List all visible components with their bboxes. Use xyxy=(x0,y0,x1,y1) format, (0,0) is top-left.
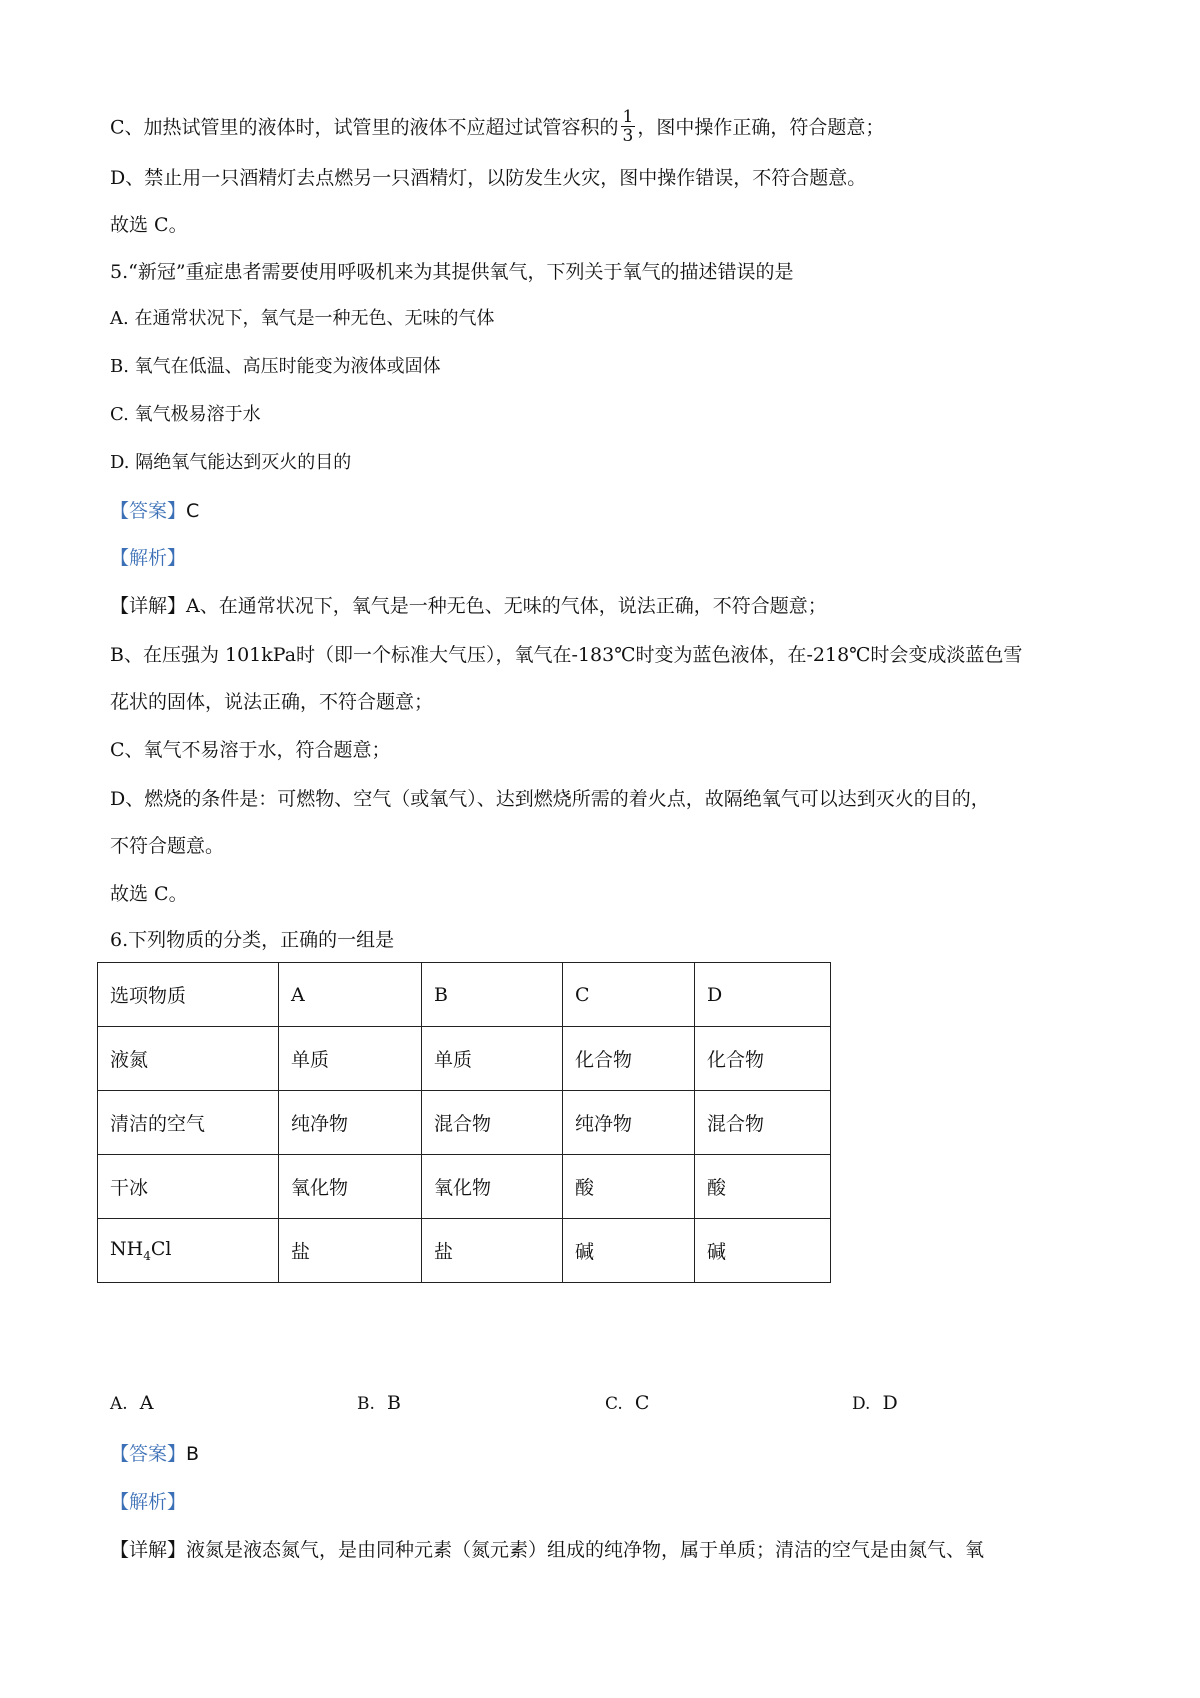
q5-option-a: A. 在通常状况下，氧气是一种无色、无味的气体 xyxy=(110,308,495,329)
fraction-numerator: 1 xyxy=(622,107,634,127)
prev-conclusion: 故选 C。 xyxy=(110,214,188,236)
q6-answer-label: 【答案】 xyxy=(110,1443,187,1465)
table-cell: 单质 xyxy=(422,1027,563,1091)
table-header-row xyxy=(98,963,831,1027)
q6-choice-d xyxy=(852,1392,898,1414)
table-cell: 氧化物 xyxy=(279,1155,422,1219)
q5-option-d: D. 隔绝氧气能达到灭火的目的 xyxy=(110,452,352,473)
q5-option-c: C. 氧气极易溶于水 xyxy=(110,404,261,425)
table-cell: 混合物 xyxy=(422,1091,563,1155)
q6-answer-value: B xyxy=(186,1443,200,1465)
table-row xyxy=(98,1027,831,1091)
fraction-one-third xyxy=(621,108,636,145)
q5-analysis-label: 【解析】 xyxy=(110,547,187,569)
q5-stem: 5.“新冠”重症患者需要使用呼吸机来为其提供氧气，下列关于氧气的描述错误的是 xyxy=(110,261,794,283)
table-cell: 单质 xyxy=(279,1027,422,1091)
q6-detail-text: 液氮是液态氮气，是由同种元素（氮元素）组成的纯净物，属于单质；清洁的空气是由氮气、氧 xyxy=(186,1539,985,1561)
formula-part: Cl xyxy=(150,1238,172,1261)
q5-detail-b-line1: B、在压强为 101kPa时（即一个标准大气压），氧气在-183℃时变为蓝色液体，在-218℃时会变成淡蓝色雪 xyxy=(110,644,1023,666)
table-header-cell: D xyxy=(695,963,831,1027)
formula-part: NH xyxy=(110,1238,144,1261)
q6-detail-label: 【详解】 xyxy=(110,1539,187,1561)
q5-detail-a-text: A、在通常状况下，氧气是一种无色、无味的气体，说法正确，不符合题意； xyxy=(186,595,827,617)
fraction-denominator: 3 xyxy=(622,126,634,146)
table-cell: 氧化物 xyxy=(422,1155,563,1219)
table-cell: 盐 xyxy=(422,1219,563,1283)
q6-choice-a xyxy=(110,1392,154,1414)
q5-detail-d-line1: D、燃烧的条件是：可燃物、空气（或氧气）、达到燃烧所需的着火点，故隔绝氧气可以达到灭火的目的， xyxy=(110,788,990,810)
table-cell: 酸 xyxy=(563,1155,695,1219)
table-row xyxy=(98,1155,831,1219)
table-cell: 纯净物 xyxy=(279,1091,422,1155)
q6-answer xyxy=(110,1440,199,1468)
q5-conclusion: 故选 C。 xyxy=(110,883,188,905)
q6-choice-c xyxy=(605,1392,649,1414)
table-cell: 液氮 xyxy=(98,1027,279,1091)
table-cell: 化合物 xyxy=(563,1027,695,1091)
choice-letter: C. xyxy=(605,1394,623,1414)
table-row xyxy=(98,1219,831,1283)
table-row xyxy=(98,1091,831,1155)
table-cell: 碱 xyxy=(563,1219,695,1283)
prev-c-text-after: ，图中操作正确，符合题意； xyxy=(637,116,885,139)
prev-option-d-explanation: D、禁止用一只酒精灯去点燃另一只酒精灯，以防发生火灾，图中操作错误，不符合题意。 xyxy=(110,167,867,189)
table-cell: 碱 xyxy=(695,1219,831,1283)
choice-text: B xyxy=(387,1392,401,1414)
choice-text: D xyxy=(882,1392,898,1414)
q5-detail-b-line2: 花状的固体，说法正确，不符合题意； xyxy=(110,691,434,713)
q6-detail xyxy=(110,1536,984,1564)
formula-subscript: 4 xyxy=(143,1248,151,1263)
choice-letter: D. xyxy=(852,1394,871,1414)
q5-option-b: B. 氧气在低温、高压时能变为液体或固体 xyxy=(110,356,441,377)
choice-text: A xyxy=(139,1392,154,1414)
table-header-cell: C xyxy=(563,963,695,1027)
prev-option-c-explanation xyxy=(110,107,885,147)
classification-table xyxy=(97,962,831,1283)
table-cell: 纯净物 xyxy=(563,1091,695,1155)
q5-detail-c: C、氧气不易溶于水，符合题意； xyxy=(110,739,391,761)
q5-detail-d-line2: 不符合题意。 xyxy=(110,835,225,857)
table-cell: 混合物 xyxy=(695,1091,831,1155)
q6-stem: 6.下列物质的分类，正确的一组是 xyxy=(110,929,395,951)
q5-detail-label: 【详解】 xyxy=(110,595,187,617)
table-cell: 化合物 xyxy=(695,1027,831,1091)
table-header-cell: A xyxy=(279,963,422,1027)
q5-detail-a xyxy=(110,592,827,620)
table-cell: 酸 xyxy=(695,1155,831,1219)
table-cell-nh4cl xyxy=(98,1219,279,1283)
choice-letter: A. xyxy=(110,1394,128,1414)
q5-answer-value: C xyxy=(186,500,200,522)
choice-letter: B. xyxy=(357,1394,375,1414)
table-cell: 盐 xyxy=(279,1219,422,1283)
table-header-cell: 选项物质 xyxy=(98,963,279,1027)
choice-text: C xyxy=(634,1392,650,1414)
q5-answer xyxy=(110,497,199,525)
q6-analysis-label: 【解析】 xyxy=(110,1491,187,1513)
q5-answer-label: 【答案】 xyxy=(110,500,187,522)
table-header-cell: B xyxy=(422,963,563,1027)
table-cell: 清洁的空气 xyxy=(98,1091,279,1155)
table-cell: 干冰 xyxy=(98,1155,279,1219)
prev-c-text-before: C、加热试管里的液体时，试管里的液体不应超过试管容积的 xyxy=(110,116,619,139)
q6-choice-b xyxy=(357,1392,401,1414)
